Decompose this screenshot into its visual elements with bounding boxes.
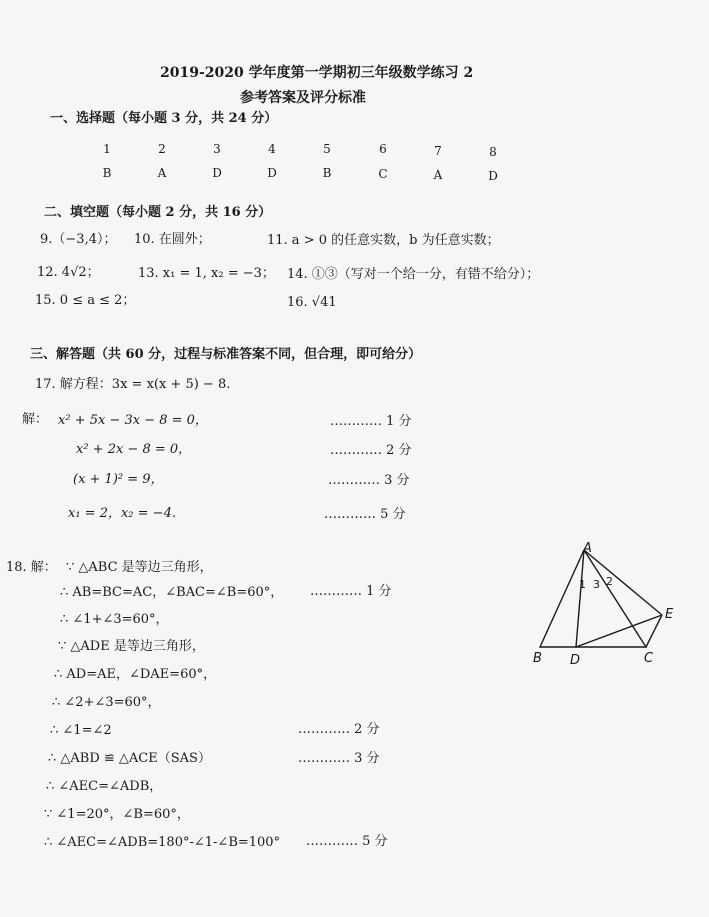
question-number: 4 [268, 142, 276, 156]
q17-step-score: ………… 2 分 [330, 443, 412, 458]
answer-q9: 9.（−3,4）； [40, 232, 117, 247]
page-title: 2019-2020 学年度第一学期初三年级数学练习 2 [160, 65, 474, 81]
q18-line: ∴ ∠1+∠3=60°， [60, 612, 169, 627]
answer-value: C [378, 167, 388, 181]
section2-heading: 二、填空题（每小题 2 分，共 16 分） [44, 205, 272, 220]
angle-label-1: 1 [579, 578, 586, 591]
q18-line-score: ………… 5 分 [306, 834, 388, 849]
q18-line: ∴ ∠2+∠3=60°， [52, 695, 161, 710]
q17-step-expr: x₁ = 2，x₂ = −4. [68, 506, 176, 521]
q18-line-score: ………… 2 分 [298, 722, 380, 737]
q18-line: ∴ AD=AE，∠DAE=60°， [54, 667, 217, 682]
answer-q16: 16. √41 [287, 295, 337, 310]
q17-step-score: ………… 3 分 [328, 473, 410, 488]
answer-value: D [488, 169, 498, 183]
question-number: 2 [158, 142, 166, 156]
q18-line-score: ………… 3 分 [298, 751, 380, 766]
question-number: 7 [434, 144, 442, 158]
angle-label-2: 2 [606, 575, 613, 588]
answer-q12: 12. 4√2； [37, 265, 100, 280]
q17-step-expr: x² + 5x − 3x − 8 = 0， [58, 413, 208, 428]
q18-line: ∵ ∠1=20°，∠B=60°， [44, 807, 190, 822]
point-label-c: C [644, 651, 654, 666]
question-number: 1 [103, 142, 111, 156]
answer-q14: 14. ①③（写对一个给一分，有错不给分）； [287, 267, 540, 282]
answer-q13: 13. x₁ = 1, x₂ = −3； [138, 266, 275, 281]
q18-line: ∴ ∠AEC=∠ADB， [46, 779, 163, 794]
answer-q10: 10. 在圆外； [134, 232, 211, 247]
answer-q15: 15. 0 ≤ a ≤ 2； [35, 293, 136, 308]
q18-line-score: ………… 1 分 [310, 584, 392, 599]
answer-q11: 11. a > 0 的任意实数，b 为任意实数； [267, 233, 500, 248]
q17-step-expr: (x + 1)² = 9， [73, 472, 164, 487]
q17-lead: 解： [22, 412, 49, 427]
q18-line: ∴ AB=BC=AC，∠BAC=∠B=60°， [60, 585, 284, 600]
q17-step-score: ………… 5 分 [324, 507, 406, 522]
triangle-abc [540, 550, 646, 647]
question-number: 8 [489, 145, 497, 159]
q18-line: ∵ △ADE 是等边三角形， [58, 639, 205, 654]
point-label-b: B [533, 651, 542, 666]
answer-value: D [267, 166, 277, 180]
q17-step-expr: x² + 2x − 8 = 0， [76, 442, 192, 457]
point-label-d: D [570, 653, 581, 668]
q18-line: ∵ △ABC 是等边三角形， [66, 560, 213, 575]
q18-line: ∴ ∠1=∠2 [50, 723, 112, 738]
question-number: 5 [323, 142, 331, 156]
page-subtitle: 参考答案及评分标准 [240, 90, 366, 106]
question-number: 6 [379, 142, 387, 156]
point-label-e: E [665, 607, 674, 622]
section1-heading: 一、选择题（每小题 3 分，共 24 分） [50, 111, 278, 126]
answer-value: A [433, 168, 443, 182]
q17-step-score: ………… 1 分 [330, 414, 412, 429]
answer-value: A [157, 166, 167, 180]
point-label-a: A [583, 541, 592, 556]
question-number: 3 [213, 142, 221, 156]
answer-value: D [212, 166, 222, 180]
answer-value: B [322, 166, 332, 180]
q18-lead: 18. 解： [6, 560, 57, 575]
answer-value: B [102, 166, 112, 180]
q17-problem: 17. 解方程：3x = x(x + 5) − 8. [35, 377, 231, 392]
q18-line: ∴ ∠AEC=∠ADB=180°-∠1-∠B=100° [44, 835, 281, 850]
angle-label-3: 3 [593, 578, 600, 591]
section3-heading: 三、解答题（共 60 分，过程与标准答案不同，但合理，即可给分） [30, 347, 422, 362]
q18-line: ∴ △ABD ≌ △ACE（SAS） [48, 751, 211, 766]
